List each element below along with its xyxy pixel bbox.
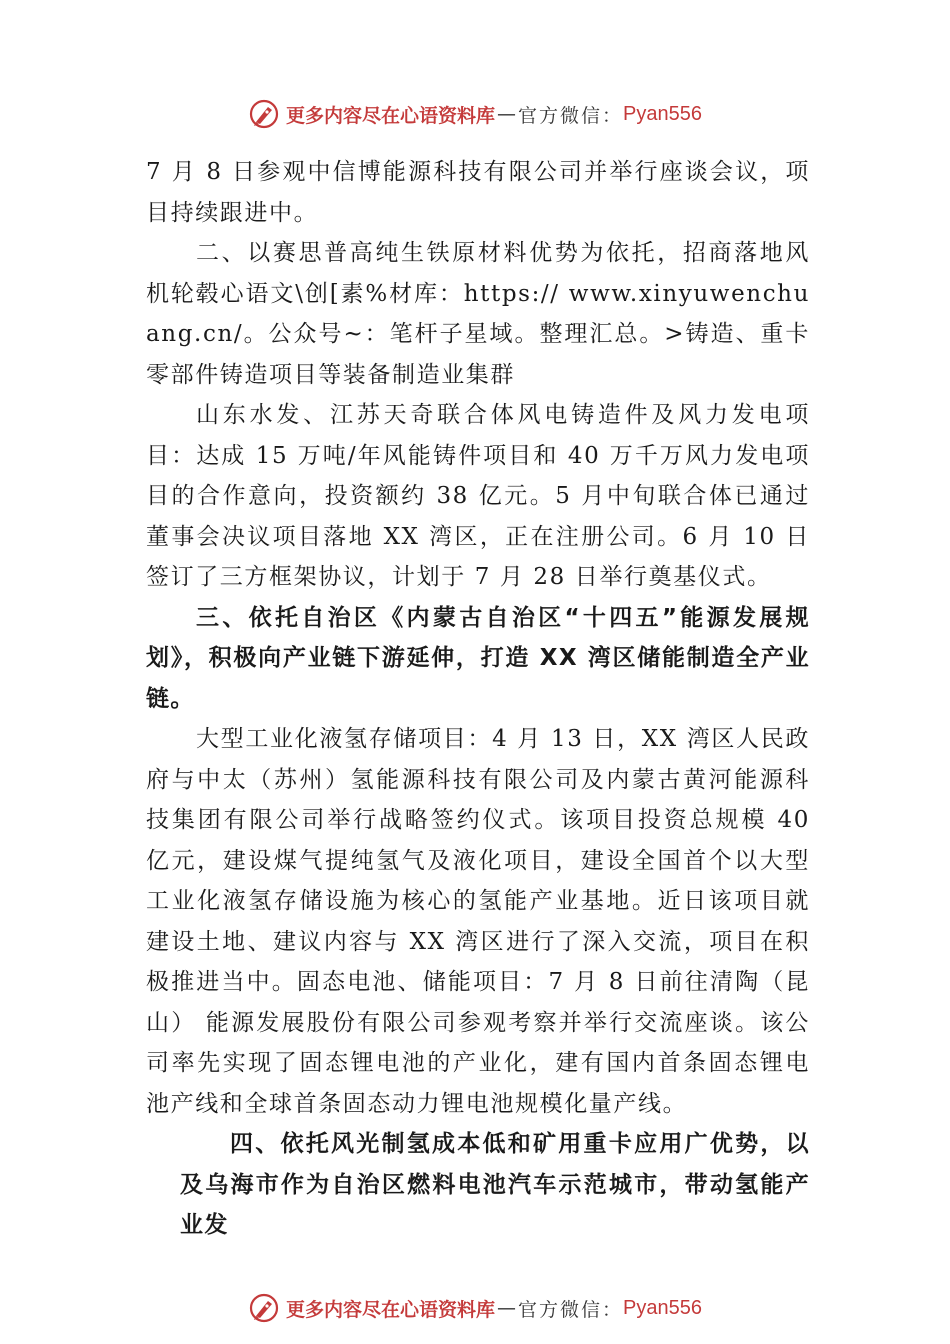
watermark-main-text: 更多内容尽在心语资料库: [286, 1298, 496, 1321]
footer-watermark: [0, 1290, 950, 1326]
pen-nib-logo-icon: [248, 1292, 280, 1324]
document-body: [146, 152, 810, 1246]
watermark-main-text: 更多内容尽在心语资料库: [286, 104, 496, 127]
watermark-wechat-label: 官方微信：: [518, 104, 624, 127]
watermark-wechat-id: Pyan556: [623, 1296, 702, 1319]
header-watermark: [0, 96, 950, 132]
paragraph-hydrogen-storage-project: 大型工业化液氢存储项目：4 月 13 日，XX 湾区人民政府与中太（苏州）氢能源科技有限公司及内蒙古黄河能源科技集团有限公司举行战略签约仪式。该项目投资总规模 40 亿元，建设煤气提纯氢气及液化项目，建设全国首个以大型工业化液氢存储设施为核心的氢能产业基地。近日该项目就建设土地、建议内容与 XX 湾区进行了深入交流，项目在积极推进当中。固态电池、储能项目：7 月 8 日前往清陶（昆山） 能源发展股份有限公司参观考察并举行交流座谈。该公司率先实现了固态锂电池的产业化，建有国内首条固态锂电池产线和全球首条固态动力锂电池规模化量产线。: [146, 726, 810, 1117]
watermark-wechat-label: 官方微信：: [518, 1298, 624, 1321]
pen-nib-logo-icon: [248, 98, 280, 130]
section-three-heading: 三、依托自治区《内蒙古自治区“十四五”能源发展规划》，积极向产业链下游延伸，打造 XX 湾区储能制造全产业链。: [146, 604, 810, 712]
paragraph-visit-zhongxinbo: 7 月 8 日参观中信博能源科技有限公司并举行座谈会议，项目持续跟进中。: [146, 159, 810, 226]
paragraph-wind-casting-project: 山东水发、江苏天奇联合体风电铸造件及风力发电项目：达成 15 万吨/年风能铸件项目和 40 万千万风力发电项目的合作意向，投资额约 38 亿元。5 月中旬联合体已通过董事会决议项目落地 XX 湾区，正在注册公司。6 月 10 日签订了三方框架协议，计划于 7 月 28 日举行奠基仪式。: [146, 402, 810, 590]
section-four-heading: 四、依托风光制氢成本低和矿用重卡应用广优势，以及乌海市作为自治区燃料电池汽车示范城市，带动氢能产业发: [180, 1131, 810, 1238]
paragraph-section-two: 二、以赛思普高纯生铁原材料优势为依托，招商落地风机轮毂心语文\创[素%材库：https:// www.xinyuwenchuang.cn/。公众号~：笔杆子星域。整理汇总。>铸造、重卡零部件铸造项目等装备制造业集群: [146, 240, 810, 388]
watermark-dash: —: [497, 1297, 517, 1319]
watermark-dash: —: [497, 103, 517, 125]
watermark-wechat-id: Pyan556: [623, 102, 702, 125]
